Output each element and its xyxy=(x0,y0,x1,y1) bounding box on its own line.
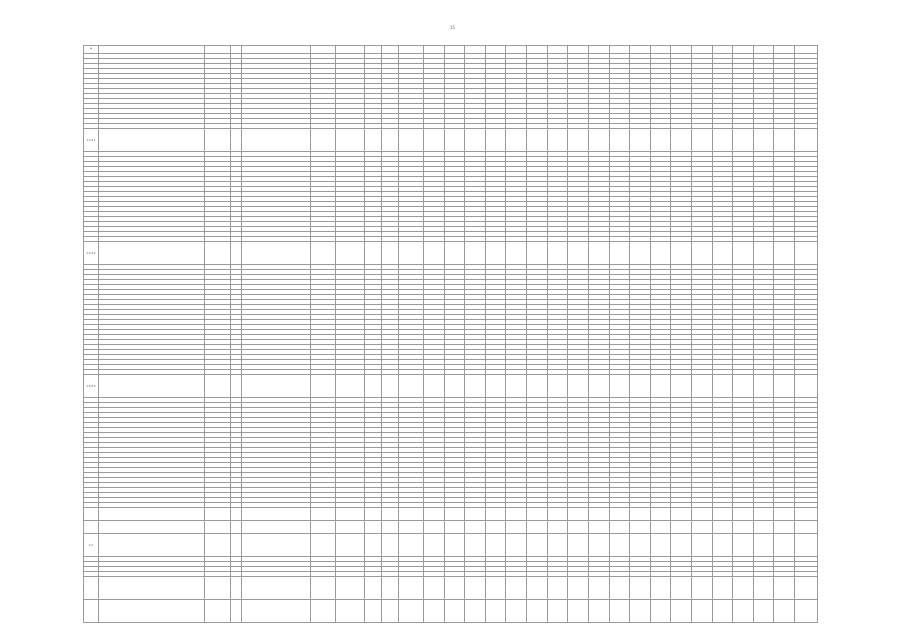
table-cell xyxy=(795,242,818,265)
table-cell xyxy=(381,375,398,398)
table-cell xyxy=(485,242,506,265)
header-cell xyxy=(381,46,398,54)
table-cell xyxy=(381,577,398,600)
table-cell: 1.4.3.1 xyxy=(84,129,99,152)
table-cell xyxy=(485,129,506,152)
header-cell xyxy=(753,46,774,54)
table-cell xyxy=(205,577,230,600)
table-cell xyxy=(753,242,774,265)
table-row xyxy=(84,534,818,557)
table-cell xyxy=(241,534,310,557)
table-cell xyxy=(527,600,548,623)
table-cell xyxy=(650,508,671,521)
table-row xyxy=(84,375,818,398)
table-cell xyxy=(465,129,486,152)
header-cell xyxy=(364,46,381,54)
table-cell xyxy=(364,534,381,557)
header-cell xyxy=(465,46,486,54)
table-cell xyxy=(527,242,548,265)
table-cell xyxy=(335,129,364,152)
table-cell xyxy=(241,577,310,600)
header-cell xyxy=(444,46,465,54)
table-cell xyxy=(630,600,651,623)
table-cell xyxy=(671,534,692,557)
table-cell xyxy=(650,600,671,623)
header-cell xyxy=(733,46,754,54)
header-cell: № xyxy=(84,46,99,54)
table-cell xyxy=(774,242,795,265)
table-cell xyxy=(650,375,671,398)
table-cell xyxy=(84,577,99,600)
table-cell xyxy=(733,534,754,557)
document-sheet xyxy=(83,45,818,603)
table-cell xyxy=(527,508,548,521)
table-cell xyxy=(241,521,310,534)
table-cell xyxy=(795,534,818,557)
table-cell xyxy=(609,534,630,557)
table-cell xyxy=(671,600,692,623)
table-cell xyxy=(774,521,795,534)
table-cell: 2.1 xyxy=(84,534,99,557)
table-cell xyxy=(381,508,398,521)
table-cell xyxy=(335,600,364,623)
table-cell xyxy=(310,242,335,265)
table-cell xyxy=(650,534,671,557)
table-cell xyxy=(588,508,609,521)
table-cell xyxy=(424,577,445,600)
table-cell xyxy=(650,521,671,534)
table-cell xyxy=(398,521,423,534)
table-cell xyxy=(712,129,733,152)
header-cell xyxy=(774,46,795,54)
table-cell xyxy=(527,534,548,557)
table-cell xyxy=(691,129,712,152)
table-cell xyxy=(230,242,241,265)
table-cell xyxy=(588,375,609,398)
table-cell xyxy=(609,577,630,600)
table-cell xyxy=(671,577,692,600)
table-cell xyxy=(506,577,527,600)
header-cell xyxy=(568,46,589,54)
header-cell xyxy=(691,46,712,54)
table-cell xyxy=(568,600,589,623)
table-cell xyxy=(547,508,568,521)
table-cell xyxy=(98,534,204,557)
table-cell xyxy=(588,600,609,623)
table-cell xyxy=(444,600,465,623)
table-cell xyxy=(465,534,486,557)
table-cell xyxy=(506,508,527,521)
table-cell xyxy=(712,242,733,265)
table-cell xyxy=(485,521,506,534)
table-cell xyxy=(485,534,506,557)
table-cell xyxy=(630,375,651,398)
table-cell xyxy=(547,534,568,557)
table-cell xyxy=(568,521,589,534)
table-cell xyxy=(381,129,398,152)
table-cell xyxy=(205,534,230,557)
table-cell xyxy=(568,242,589,265)
table-cell xyxy=(650,242,671,265)
table-cell xyxy=(381,242,398,265)
header-cell xyxy=(98,46,204,54)
budget-table xyxy=(83,45,818,623)
table-cell xyxy=(671,508,692,521)
table-cell xyxy=(398,600,423,623)
table-cell xyxy=(691,375,712,398)
header-cell xyxy=(547,46,568,54)
table-cell: 1.4.3.3 xyxy=(84,375,99,398)
table-cell xyxy=(733,600,754,623)
table-cell xyxy=(205,129,230,152)
header-cell xyxy=(712,46,733,54)
table-cell xyxy=(527,521,548,534)
table-cell xyxy=(671,129,692,152)
header-cell xyxy=(506,46,527,54)
header-cell xyxy=(485,46,506,54)
table-cell xyxy=(335,534,364,557)
table-cell xyxy=(795,521,818,534)
table-cell xyxy=(609,508,630,521)
table-cell xyxy=(795,600,818,623)
table-header-row xyxy=(84,46,818,54)
table-cell xyxy=(205,242,230,265)
table-cell xyxy=(335,577,364,600)
table-cell xyxy=(310,375,335,398)
table-cell xyxy=(691,577,712,600)
table-cell xyxy=(795,375,818,398)
header-cell xyxy=(335,46,364,54)
table-cell xyxy=(465,375,486,398)
table-cell xyxy=(444,521,465,534)
table-cell xyxy=(691,508,712,521)
table-cell xyxy=(98,577,204,600)
table-cell xyxy=(465,577,486,600)
table-cell xyxy=(691,242,712,265)
table-cell xyxy=(568,375,589,398)
table-cell xyxy=(527,375,548,398)
table-cell xyxy=(310,508,335,521)
table-cell xyxy=(465,242,486,265)
table-cell xyxy=(230,508,241,521)
table-row xyxy=(84,129,818,152)
header-cell xyxy=(241,46,310,54)
table-cell xyxy=(444,534,465,557)
table-cell xyxy=(609,600,630,623)
table-cell xyxy=(424,375,445,398)
table-cell xyxy=(733,129,754,152)
table-cell xyxy=(364,375,381,398)
header-cell xyxy=(630,46,651,54)
table-row xyxy=(84,508,818,521)
table-cell xyxy=(691,600,712,623)
table-cell xyxy=(230,521,241,534)
table-cell xyxy=(588,129,609,152)
table-cell xyxy=(733,577,754,600)
table-cell xyxy=(364,508,381,521)
table-row xyxy=(84,242,818,265)
table-cell xyxy=(381,534,398,557)
table-cell xyxy=(230,534,241,557)
table-cell xyxy=(424,129,445,152)
table-cell xyxy=(310,577,335,600)
header-cell xyxy=(310,46,335,54)
table-cell xyxy=(98,129,204,152)
table-cell xyxy=(465,600,486,623)
table-cell xyxy=(753,600,774,623)
table-cell xyxy=(230,129,241,152)
table-cell xyxy=(424,600,445,623)
table-cell xyxy=(753,521,774,534)
table-cell xyxy=(547,242,568,265)
header-cell xyxy=(650,46,671,54)
table-cell xyxy=(568,508,589,521)
table-cell xyxy=(568,129,589,152)
table-cell xyxy=(753,577,774,600)
table-cell xyxy=(98,375,204,398)
table-cell xyxy=(444,129,465,152)
table-cell xyxy=(774,129,795,152)
table-cell xyxy=(364,129,381,152)
table-cell xyxy=(506,600,527,623)
table-cell xyxy=(712,600,733,623)
table-cell xyxy=(753,534,774,557)
header-cell xyxy=(671,46,692,54)
table-cell xyxy=(506,521,527,534)
table-cell xyxy=(364,242,381,265)
table-cell xyxy=(424,534,445,557)
table-cell xyxy=(609,242,630,265)
table-cell xyxy=(753,129,774,152)
table-cell xyxy=(485,577,506,600)
table-cell xyxy=(398,534,423,557)
table-row xyxy=(84,577,818,600)
table-cell xyxy=(733,375,754,398)
table-cell xyxy=(241,508,310,521)
table-cell xyxy=(444,508,465,521)
table-cell xyxy=(712,521,733,534)
table-cell xyxy=(795,508,818,521)
table-cell xyxy=(444,375,465,398)
table-cell xyxy=(609,129,630,152)
table-cell xyxy=(630,129,651,152)
table-cell xyxy=(205,508,230,521)
table-cell xyxy=(398,242,423,265)
table-cell xyxy=(335,242,364,265)
table-cell xyxy=(547,375,568,398)
table-cell xyxy=(795,577,818,600)
header-cell xyxy=(230,46,241,54)
header-cell xyxy=(205,46,230,54)
table-cell xyxy=(205,521,230,534)
table-cell xyxy=(230,577,241,600)
table-cell xyxy=(630,534,651,557)
table-cell xyxy=(398,129,423,152)
table-cell xyxy=(753,375,774,398)
table-row xyxy=(84,521,818,534)
table-cell xyxy=(527,129,548,152)
table-cell xyxy=(547,600,568,623)
table-cell xyxy=(485,600,506,623)
table-cell xyxy=(774,375,795,398)
table-cell xyxy=(424,242,445,265)
table-cell xyxy=(774,534,795,557)
table-cell xyxy=(485,508,506,521)
table-cell xyxy=(465,508,486,521)
table-cell xyxy=(310,521,335,534)
table-cell xyxy=(795,129,818,152)
header-cell xyxy=(527,46,548,54)
table-cell xyxy=(712,534,733,557)
table-cell xyxy=(310,600,335,623)
table-cell xyxy=(630,577,651,600)
table-cell xyxy=(310,534,335,557)
table-cell xyxy=(381,521,398,534)
table-cell xyxy=(364,600,381,623)
table-cell xyxy=(84,508,99,521)
table-cell xyxy=(691,521,712,534)
table-cell xyxy=(712,508,733,521)
table-cell xyxy=(671,521,692,534)
table-cell xyxy=(733,508,754,521)
table-cell xyxy=(424,521,445,534)
table-cell xyxy=(671,375,692,398)
table-cell xyxy=(98,508,204,521)
table-cell xyxy=(444,242,465,265)
table-cell xyxy=(588,521,609,534)
table-cell xyxy=(84,521,99,534)
table-cell xyxy=(588,242,609,265)
table-cell xyxy=(98,521,204,534)
table-cell xyxy=(609,375,630,398)
table-row xyxy=(84,600,818,623)
table-cell xyxy=(568,534,589,557)
table-cell xyxy=(241,375,310,398)
table-cell xyxy=(568,577,589,600)
header-cell xyxy=(609,46,630,54)
table-cell xyxy=(205,375,230,398)
table-cell xyxy=(712,375,733,398)
table-cell xyxy=(650,577,671,600)
table-cell xyxy=(98,242,204,265)
page-number: 15 xyxy=(449,25,456,30)
table-cell xyxy=(98,600,204,623)
table-cell xyxy=(691,534,712,557)
table-cell xyxy=(506,129,527,152)
header-cell xyxy=(398,46,423,54)
table-cell xyxy=(241,600,310,623)
table-cell xyxy=(381,600,398,623)
table-cell xyxy=(547,577,568,600)
table-cell xyxy=(444,577,465,600)
table-cell xyxy=(398,375,423,398)
header-cell xyxy=(424,46,445,54)
table-cell: 1.4.3.2 xyxy=(84,242,99,265)
table-body xyxy=(84,54,818,623)
table-cell xyxy=(241,129,310,152)
table-cell xyxy=(774,577,795,600)
table-cell xyxy=(398,508,423,521)
table-cell xyxy=(630,508,651,521)
table-cell xyxy=(588,577,609,600)
table-cell xyxy=(733,242,754,265)
table-cell xyxy=(506,534,527,557)
table-cell xyxy=(650,129,671,152)
table-cell xyxy=(335,375,364,398)
table-cell xyxy=(335,521,364,534)
header-cell xyxy=(588,46,609,54)
table-cell xyxy=(547,129,568,152)
table-cell xyxy=(485,375,506,398)
table-cell xyxy=(465,521,486,534)
table-cell xyxy=(774,508,795,521)
table-cell xyxy=(398,577,423,600)
table-cell xyxy=(364,577,381,600)
table-cell xyxy=(424,508,445,521)
table-cell xyxy=(588,534,609,557)
table-cell xyxy=(335,508,364,521)
table-cell xyxy=(547,521,568,534)
table-cell xyxy=(205,600,230,623)
table-cell xyxy=(84,600,99,623)
table-cell xyxy=(774,600,795,623)
table-cell xyxy=(671,242,692,265)
table-cell xyxy=(712,577,733,600)
table-cell xyxy=(364,521,381,534)
header-cell xyxy=(795,46,818,54)
table-cell xyxy=(527,577,548,600)
table-cell xyxy=(506,375,527,398)
table-cell xyxy=(230,375,241,398)
table-cell xyxy=(630,242,651,265)
table-cell xyxy=(753,508,774,521)
table-cell xyxy=(506,242,527,265)
table-cell xyxy=(609,521,630,534)
table-cell xyxy=(241,242,310,265)
table-cell xyxy=(230,600,241,623)
table-cell xyxy=(733,521,754,534)
table-cell xyxy=(630,521,651,534)
table-cell xyxy=(310,129,335,152)
